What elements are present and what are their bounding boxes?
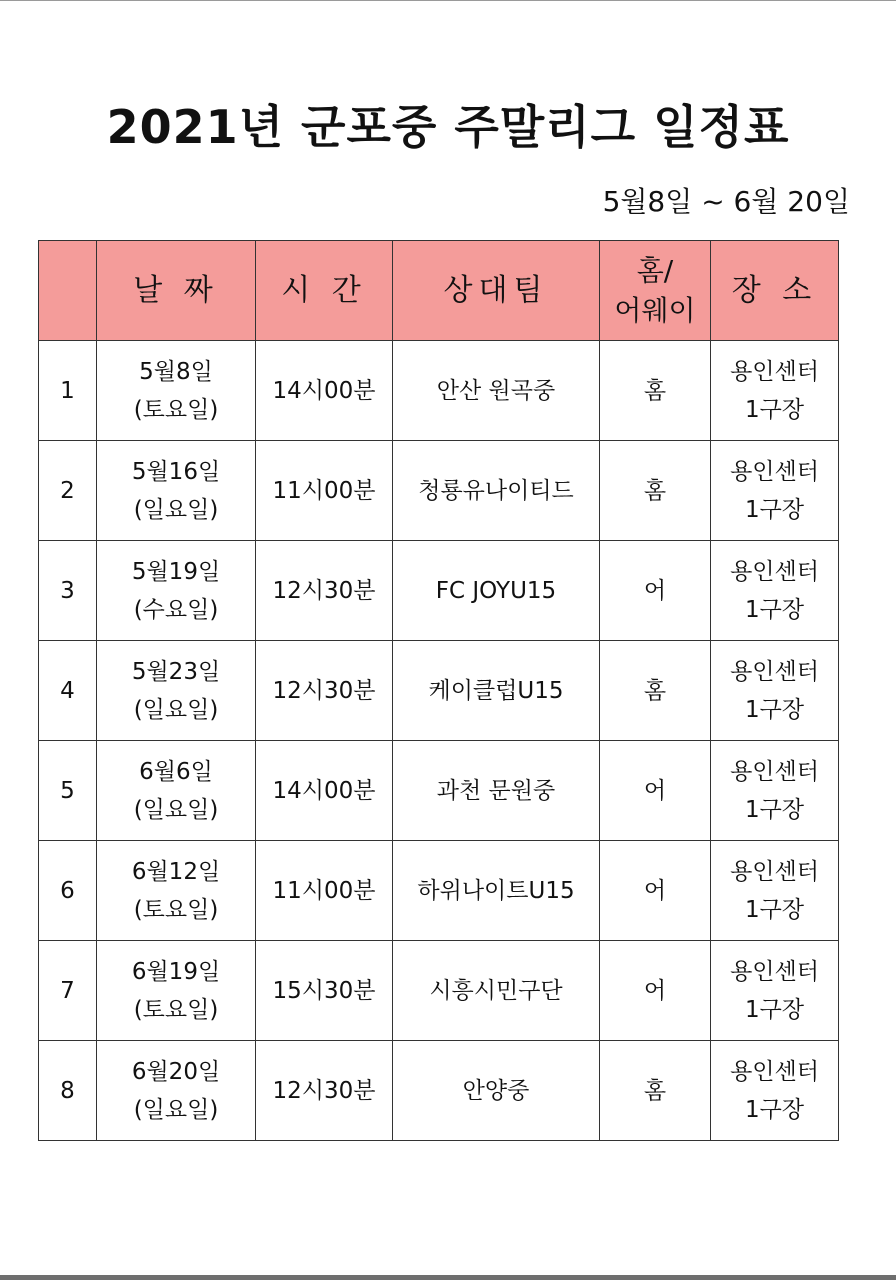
cell-venue-line2: 1구장: [744, 596, 805, 623]
header-no: [39, 241, 97, 341]
cell-date: [97, 641, 256, 741]
cell-no: 5: [39, 741, 97, 841]
cell-home-away: 어: [600, 741, 711, 841]
cell-no: 1: [39, 341, 97, 441]
cell-opponent: 과천 문원중: [393, 741, 600, 841]
cell-venue-line1: 용인센터: [730, 658, 819, 685]
cell-venue: [711, 741, 839, 841]
cell-opponent: 청룡유나이티드: [393, 441, 600, 541]
cell-venue: [711, 641, 839, 741]
cell-venue: [711, 1041, 839, 1141]
header-home-away: [600, 241, 711, 341]
cell-no: 6: [39, 841, 97, 941]
cell-venue: [711, 841, 839, 941]
cell-date-text: 5월16일: [131, 458, 221, 485]
header-time: 시 간: [256, 241, 393, 341]
cell-time: 14시00분: [256, 741, 393, 841]
cell-venue-line1: 용인센터: [730, 558, 819, 585]
table-row: [39, 341, 839, 441]
cell-time: 12시30분: [256, 541, 393, 641]
cell-time: 12시30분: [256, 1041, 393, 1141]
cell-day-text: (토요일): [133, 996, 219, 1023]
header-venue: 장 소: [711, 241, 839, 341]
cell-home-away: 어: [600, 941, 711, 1041]
header-opponent: 상대팀: [393, 241, 600, 341]
cell-time: 11시00분: [256, 441, 393, 541]
cell-opponent: FC JOYU15: [393, 541, 600, 641]
cell-venue: [711, 441, 839, 541]
table-row: [39, 641, 839, 741]
table-row: [39, 441, 839, 541]
cell-date: [97, 741, 256, 841]
bottom-divider: [0, 1275, 896, 1280]
cell-date: [97, 841, 256, 941]
cell-opponent: 하위나이트U15: [393, 841, 600, 941]
cell-opponent: 안양중: [393, 1041, 600, 1141]
cell-venue-line1: 용인센터: [730, 358, 819, 385]
schedule-table: [38, 240, 839, 1141]
table-row: [39, 941, 839, 1041]
page-title: 2021년 군포중 주말리그 일정표: [106, 100, 790, 154]
cell-venue-line2: 1구장: [744, 396, 805, 423]
cell-date-text: 5월8일: [139, 358, 213, 385]
cell-day-text: (일요일): [133, 696, 219, 723]
cell-date: [97, 1041, 256, 1141]
table-row: [39, 741, 839, 841]
cell-venue: [711, 341, 839, 441]
cell-venue-line1: 용인센터: [730, 1058, 819, 1085]
table-row: [39, 541, 839, 641]
cell-venue-line2: 1구장: [744, 496, 805, 523]
cell-date-text: 6월19일: [131, 958, 221, 985]
cell-venue-line1: 용인센터: [730, 958, 819, 985]
cell-date-text: 5월23일: [131, 658, 221, 685]
cell-day-text: (수요일): [133, 596, 219, 623]
cell-home-away: 홈: [600, 441, 711, 541]
cell-date-text: 6월12일: [131, 858, 221, 885]
table-row: [39, 841, 839, 941]
cell-no: 2: [39, 441, 97, 541]
cell-day-text: (일요일): [133, 1096, 219, 1123]
table-row: [39, 1041, 839, 1141]
cell-venue-line2: 1구장: [744, 696, 805, 723]
cell-venue-line1: 용인센터: [730, 458, 819, 485]
cell-day-text: (일요일): [133, 496, 219, 523]
cell-venue: [711, 941, 839, 1041]
cell-venue-line2: 1구장: [744, 1096, 805, 1123]
cell-day-text: (일요일): [133, 796, 219, 823]
cell-time: 11시00분: [256, 841, 393, 941]
header-home-away-line2: 어웨이: [614, 293, 696, 327]
cell-home-away: 홈: [600, 1041, 711, 1141]
cell-no: 4: [39, 641, 97, 741]
cell-home-away: 어: [600, 541, 711, 641]
header-date: 날 짜: [97, 241, 256, 341]
cell-no: 7: [39, 941, 97, 1041]
cell-day-text: (토요일): [133, 396, 219, 423]
cell-time: 12시30분: [256, 641, 393, 741]
cell-home-away: 홈: [600, 341, 711, 441]
cell-home-away: 어: [600, 841, 711, 941]
cell-date: [97, 441, 256, 541]
cell-venue-line2: 1구장: [744, 896, 805, 923]
cell-no: 8: [39, 1041, 97, 1141]
cell-venue-line1: 용인센터: [730, 858, 819, 885]
cell-date-text: 5월19일: [131, 558, 221, 585]
cell-time: 15시30분: [256, 941, 393, 1041]
cell-venue-line1: 용인센터: [730, 758, 819, 785]
schedule-period: 5월8일 ~ 6월 20일: [602, 185, 850, 218]
cell-date-text: 6월6일: [139, 758, 213, 785]
cell-opponent: 시흥시민구단: [393, 941, 600, 1041]
table-header-row: [39, 241, 839, 341]
cell-opponent: 케이클럽U15: [393, 641, 600, 741]
cell-venue-line2: 1구장: [744, 796, 805, 823]
cell-date: [97, 941, 256, 1041]
cell-no: 3: [39, 541, 97, 641]
cell-opponent: 안산 원곡중: [393, 341, 600, 441]
header-home-away-line1: 홈/: [636, 253, 674, 287]
cell-date: [97, 541, 256, 641]
cell-date: [97, 341, 256, 441]
top-divider: [0, 0, 896, 1]
cell-time: 14시00분: [256, 341, 393, 441]
cell-day-text: (토요일): [133, 896, 219, 923]
cell-home-away: 홈: [600, 641, 711, 741]
cell-venue: [711, 541, 839, 641]
cell-venue-line2: 1구장: [744, 996, 805, 1023]
cell-date-text: 6월20일: [131, 1058, 221, 1085]
